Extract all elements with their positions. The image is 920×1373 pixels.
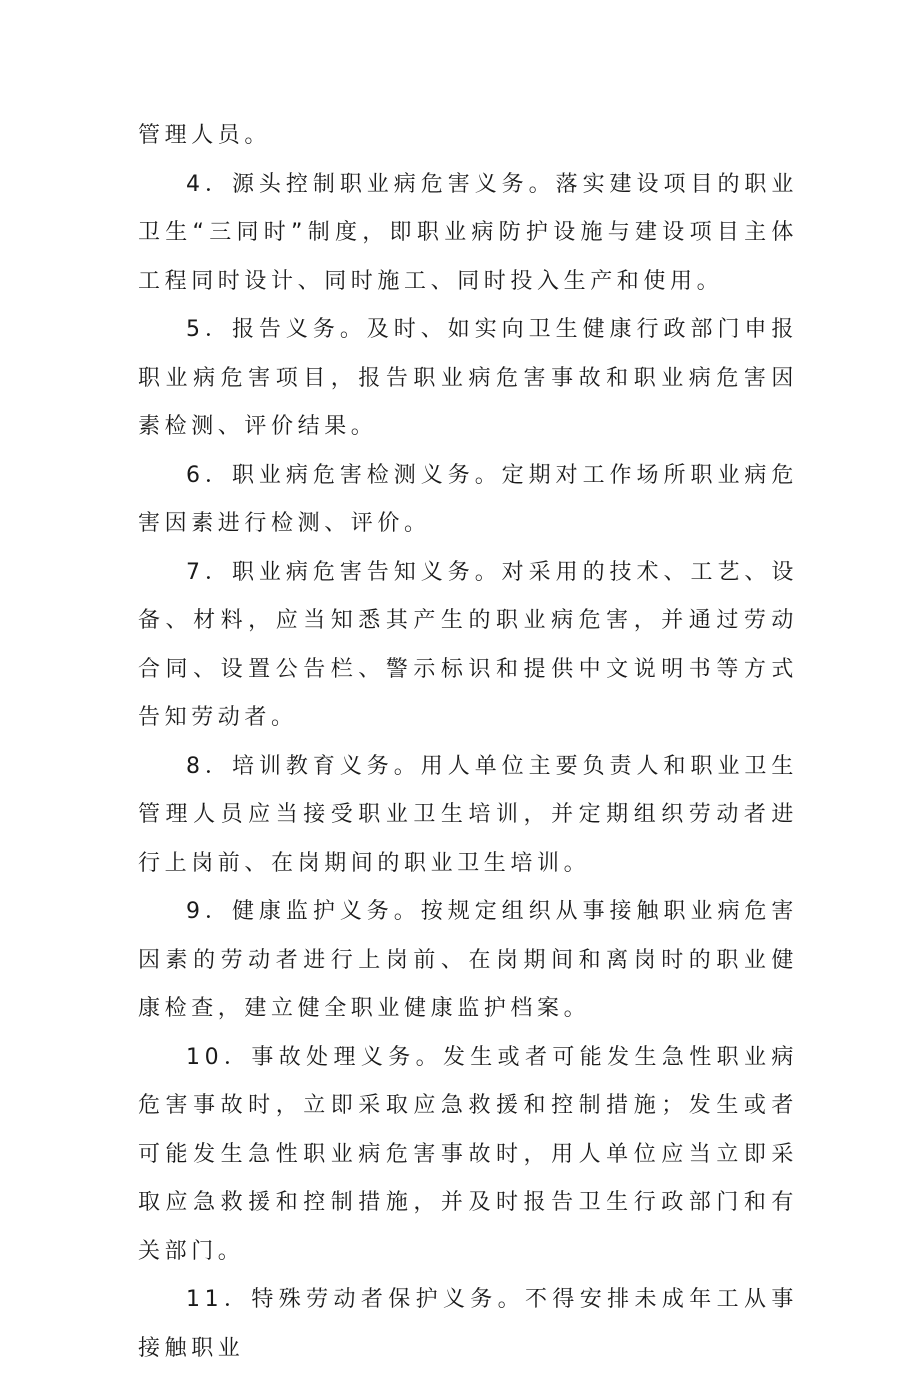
paragraph-item-9: 9．健康监护义务。按规定组织从事接触职业病危害因素的劳动者进行上岗前、在岗期间和离岗时的职业健康检查，建立健全职业健康监护档案。: [138, 899, 798, 1021]
paragraph-continuation: 管理人员。: [138, 123, 272, 148]
paragraph-item-10: 10．事故处理义务。发生或者可能发生急性职业病危害事故时，立即采取应急救援和控制措施；发生或者可能发生急性职业病危害事故时，用人单位应当立即采取应急救援和控制措施，并及时报告卫生行政部门和有关部门。: [138, 1044, 798, 1264]
paragraph-item-6: 6．职业病危害检测义务。定期对工作场所职业病危害因素进行检测、评价。: [138, 462, 798, 536]
document-body: [138, 112, 798, 1373]
paragraph-item-7: 7．职业病危害告知义务。对采用的技术、工艺、设备、材料，应当知悉其产生的职业病危害，并通过劳动合同、设置公告栏、警示标识和提供中文说明书等方式告知劳动者。: [138, 559, 798, 730]
paragraph-item-8: 8．培训教育义务。用人单位主要负责人和职业卫生管理人员应当接受职业卫生培训，并定期组织劳动者进行上岗前、在岗期间的职业卫生培训。: [138, 753, 798, 876]
paragraph-item-4: 4．源头控制职业病危害义务。落实建设项目的职业卫生“三同时”制度，即职业病防护设施与建设项目主体工程同时设计、同时施工、同时投入生产和使用。: [138, 171, 798, 294]
paragraph-item-5: 5．报告义务。及时、如实向卫生健康行政部门申报职业病危害项目，报告职业病危害事故和职业病危害因素检测、评价结果。: [138, 317, 798, 439]
paragraph-item-11: 11．特殊劳动者保护义务。不得安排未成年工从事接触职业: [138, 1287, 798, 1361]
